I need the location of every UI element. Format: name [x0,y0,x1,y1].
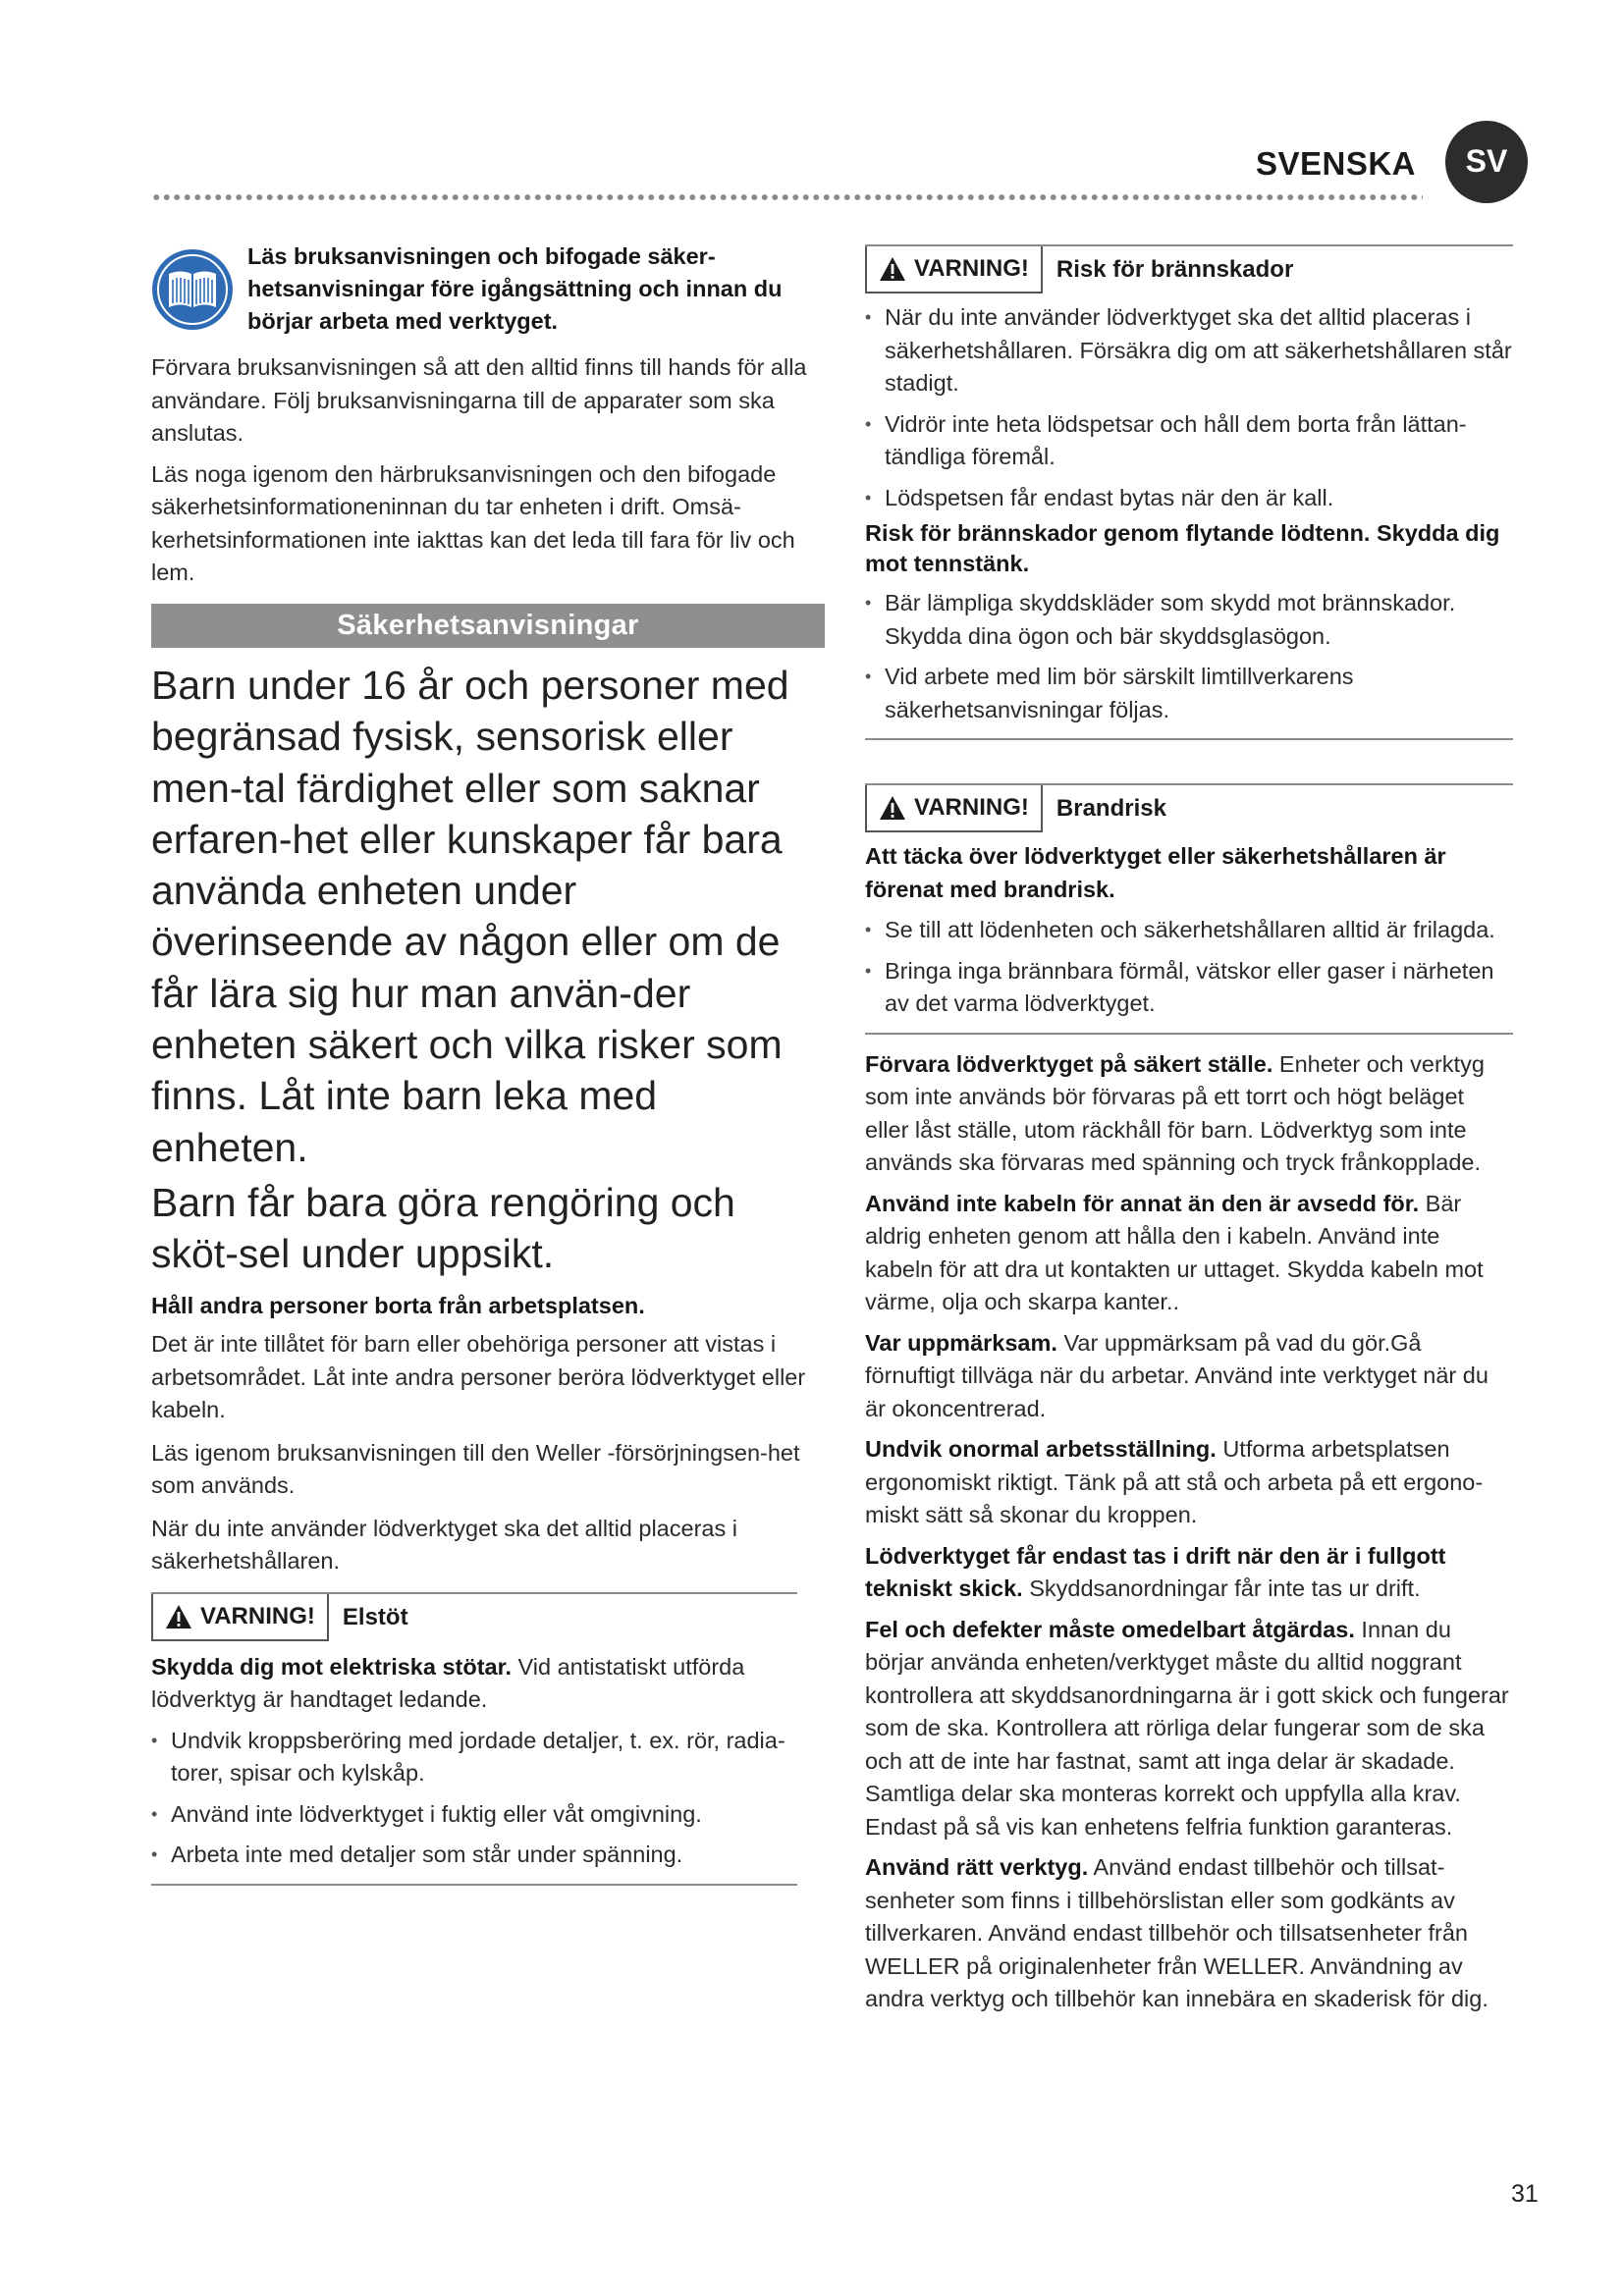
warning-burns-list-2 [865,587,1513,726]
general-safety-paragraphs [865,1048,1513,2016]
warning-burns-header [865,246,1513,294]
warning-label [865,246,1043,294]
warning-fire-box [865,783,1513,1035]
paragraph-condition [865,1540,1513,1606]
paragraph-text: Bär aldrig enheten genom att hålla den i kabeln. Använd inte kabeln för att dra ut kontakten ur uttaget. Skydda kabeln mot värme, olja och skarpa kanter.. [865,1190,1484,1314]
burns-subheading: Risk för brännskador genom flytande lödtenn. Skydda dig mot tennstänk. [865,520,1500,576]
dotted-divider [151,192,1423,202]
paragraph-attention [865,1327,1513,1426]
paragraph-bold: Fel och defekter måste omedelbart åtgärdas. [865,1616,1355,1642]
list-item: • Undvik kroppsberöring med jordade detaljer, t. ex. rör, radia- torer, spisar och kylskåp. [151,1725,797,1790]
warning-triangle-icon [879,256,906,282]
warning-label [865,785,1043,832]
paragraph-bold: Var uppmärksam. [865,1329,1057,1356]
warning-electric-lead [151,1651,797,1717]
fire-subheading: Att täcka över lödverktyget eller säkerhetshållaren är förenat med brandrisk. [865,843,1446,902]
list-item: • Bär lämpliga skyddskläder som skydd mot brännskador. Skydda dina ögon och bär skyddsglasögon. [865,587,1513,653]
warning-triangle-icon [879,795,906,821]
children-cleaning-text: Barn får bara göra rengöring och sköt-sel under uppsikt. [151,1179,735,1277]
children-warning-text: Barn under 16 år och personer med begränsad fysisk, sensorisk eller men-tal färdighet eller som saknar erfaren-het eller kunskaper får bara använda enheten under överinseende av någon eller om de får lära sig hur man använ-der enheten säkert och vilka risker som finns. Låt inte barn leka med enheten. [151,663,789,1170]
intro-block [151,240,825,590]
section-title-bar: Säkerhetsanvisningar [151,604,825,648]
warning-burns-box [865,244,1513,740]
keep-away-text: Det är inte tillåtet för barn eller obehöriga personer att vistas i arbetsområdet. Låt inte andra personer beröra lödverktyget eller kabeln. [151,1331,806,1423]
paragraph-text: Innan du börjar använda enheten/verktyget måste du alltid noggrant kontrollera att skyddsanordningarna är i gott skick och fungerar som de ska. Kontrollera att rörliga delar fungerar som de ska och att de inte har fastnat, samt att inga delar är skadade. Samtliga delar ska monteras korrekt och uppfylla alla krav. Endast på så vis kan enhetens felfria funktion garanteras. [865,1616,1509,1840]
paragraph-bold: Lödverktyget får endast tas i drift när den är i fullgott tekniskt skick. [865,1542,1446,1601]
manual-book-icon [151,248,234,331]
paragraph-bold: Undvik onormal arbetsställning. [865,1436,1217,1462]
warning-label-text: VARNING! [914,255,1029,282]
place-holder-text: När du inte använder lödverktyget ska det alltid placeras i säkerhetshållaren. [151,1515,737,1575]
warning-triangle-icon [165,1604,192,1629]
warning-label-text: VARNING! [200,1602,315,1629]
paragraph-bold: Använd inte kabeln för annat än den är avsedd för. [865,1190,1420,1216]
warning-fire-header [865,785,1513,832]
list-item: • Använd inte lödverktyget i fuktig eller våt omgivning. [151,1798,797,1832]
list-item: • Se till att lödenheten och säkerhetshållaren alltid är frilagda. [865,914,1513,947]
keep-away-heading: Håll andra personer borta från arbetsplatsen. [151,1292,645,1318]
right-column [865,244,1513,2016]
intro-paragraph-1: Förvara bruksanvisningen så att den alltid finns till hands för alla användare. Följ bruksanvisningarna till de apparater som ska anslutas. [151,354,807,446]
intro-heading: Läs bruksanvisningen och bifogade säker-hetsanvisningar före igångsättning och innan du börjar arbeta med verktyget. [247,243,783,334]
page-number: 31 [1511,2180,1539,2208]
left-column [151,660,825,1886]
language-badge: SV [1445,121,1528,203]
warning-fire-list [865,914,1513,1021]
warning-label [151,1594,329,1641]
read-supply-text: Läs igenom bruksanvisningen till den Weller -försörjningsen-het som används. [151,1439,800,1499]
paragraph-text: Enheter och verktyg som inte används bör förvaras på ett torrt och högt beläget eller låst ställe, utom räckhåll för barn. Lödverktyg som inte används ska förvaras med spänning och tryck frånkopplade. [865,1050,1485,1175]
list-item: • Lödspetsen får endast bytas när den är kall. [865,482,1513,515]
paragraph-posture [865,1433,1513,1532]
warning-burns-list [865,301,1513,514]
paragraph-cable [865,1188,1513,1319]
list-item: • När du inte använder lödverktyget ska det alltid placeras i säkerhetshållaren. Försäkra dig om att säkerhetshållaren står stadigt. [865,301,1513,400]
paragraph-text: Utforma arbetsplatsen ergonomiskt riktigt. Tänk på att stå och arbeta på ett ergono-miskt sätt så skonar du kroppen. [865,1436,1484,1527]
paragraph-text: Använd endast tillbehör och tillsat-senheter som finns i tillbehörslistan eller som godkänts av tillverkaren. Använd endast tillbehör och tillsatsenheter från WELLER på originalenheter från WELLER. Användning av andra verktyg och tillbehör kan innebära en skaderisk för dig. [865,1854,1489,2011]
page-language-title: SVENSKA [1255,145,1416,182]
paragraph-tools [865,1851,1513,2016]
list-item: • Bringa inga brännbara förmål, vätskor eller gaser i närheten av det varma lödverktyget. [865,955,1513,1021]
lead-bold: Skydda dig mot elektriska stötar. [151,1653,512,1680]
lead-text: Vid antistatiskt utförda lödverktyg är handtaget ledande. [151,1653,745,1713]
warning-electric-list [151,1725,797,1872]
paragraph-text: Skyddsanordningar får inte tas ur drift. [1022,1575,1421,1601]
paragraph-bold: Förvara lödverktyget på säkert ställe. [865,1050,1273,1077]
paragraph-bold: Använd rätt verktyg. [865,1854,1089,1880]
list-item: • Vid arbete med lim bör särskilt limtillverkarens säkerhetsanvisningar följas. [865,661,1513,726]
list-item: • Arbeta inte med detaljer som står under spänning. [151,1839,797,1872]
paragraph-defects [865,1614,1513,1844]
warning-title: Elstöt [342,1603,408,1630]
intro-paragraph-2: Läs noga igenom den härbruksanvisningen och den bifogade säkerhetsinformationeninnan du tar enheten i drift. Omsä-kerhetsinformationen inte iakttas kan det leda till fara för liv och lem. [151,460,795,585]
list-item: • Vidrör inte heta lödspetsar och håll dem borta från lättan-tändliga föremål. [865,408,1513,474]
warning-electric-box [151,1592,797,1886]
paragraph-storage [865,1048,1513,1180]
paragraph-text: Var uppmärksam på vad du gör.Gå förnuftigt tillväga när du arbetar. Använd inte verktyget när du är okoncentrerad. [865,1329,1489,1421]
warning-title: Brandrisk [1056,795,1166,822]
warning-electric-header [151,1594,797,1641]
warning-title: Risk för brännskador [1056,256,1294,283]
warning-label-text: VARNING! [914,794,1029,821]
